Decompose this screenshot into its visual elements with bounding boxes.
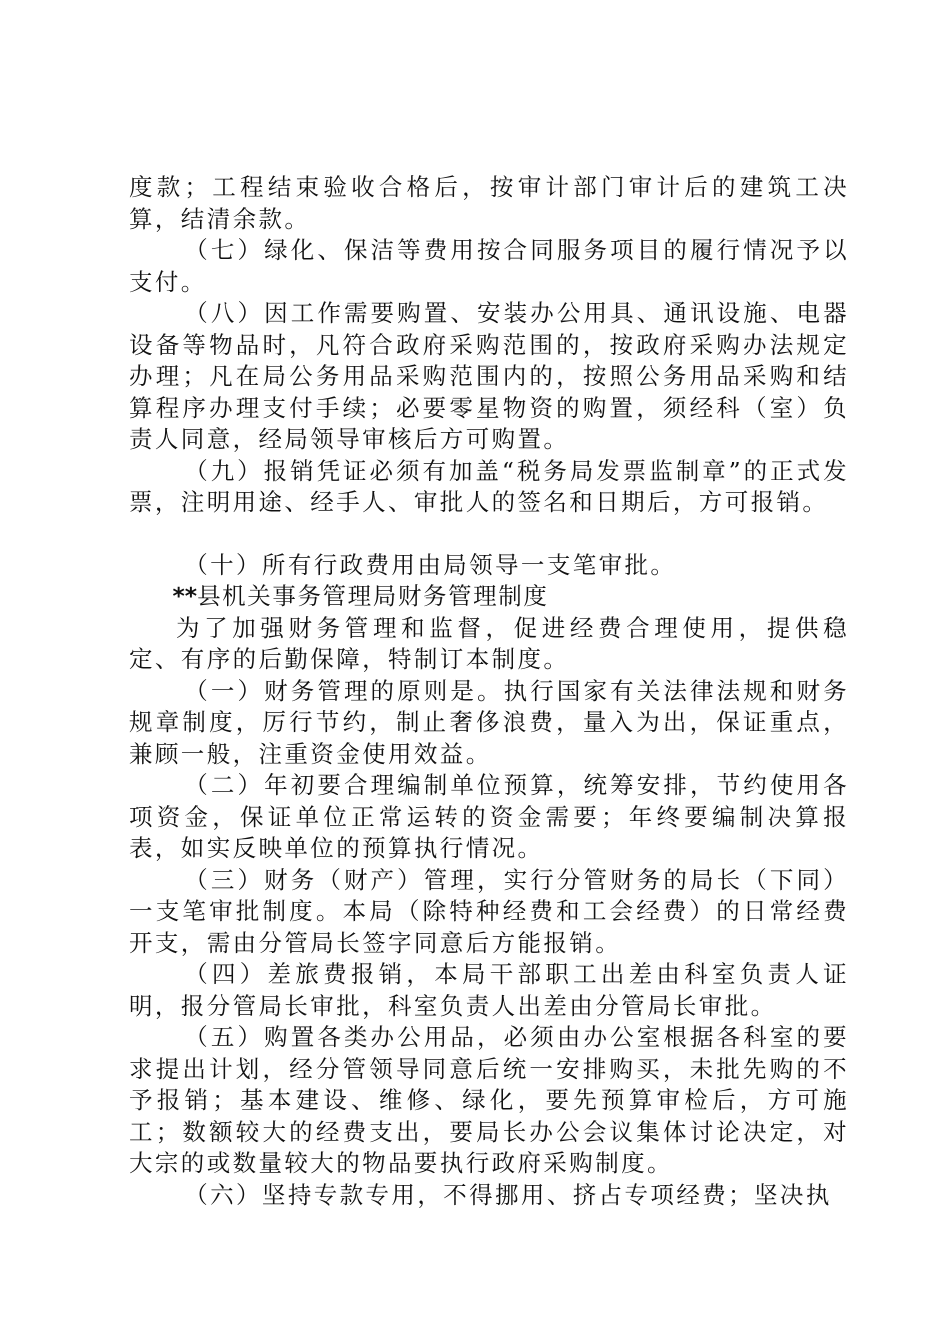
paragraph-item-5: （五）购置各类办公用品，必须由办公室根据各科室的要求提出计划，经分管领导同意后统一安排购买，未批先购的不予报销；基本建设、维修、绿化，要先预算审检后，方可施工；数额较大的经费支出，要局长办公会议集体讨论决定，对大宗的或数量较大的物品要执行政府采购制度。 bbox=[129, 1023, 849, 1177]
paragraph-item-2: （二）年初要合理编制单位预算，统筹安排，节约使用各项资金，保证单位正常运转的资金需要；年终要编制决算报表，如实反映单位的预算执行情况。 bbox=[129, 771, 849, 862]
paragraph-item-9: （九）报销凭证必须有加盖“税务局发票监制章”的正式发票，注明用途、经手人、审批人的签名和日期后，方可报销。 bbox=[129, 456, 849, 516]
paragraph-continued: 度款；工程结束验收合格后，按审计部门审计后的建筑工决算，结清余款。 bbox=[129, 173, 849, 233]
document-body bbox=[129, 172, 849, 1211]
section-title bbox=[129, 581, 849, 613]
paragraph-item-1: （一）财务管理的原则是。执行国家有关法律法规和财务规章制度，厉行节约，制止奢侈浪费，量入为出，保证重点，兼顾一般，注重资金使用效益。 bbox=[129, 676, 849, 768]
paragraph-item-8: （八）因工作需要购置、安装办公用具、通讯设施、电器设备等物品时，凡符合政府采购范围的，按政府采购办法规定办理；凡在局公务用品采购范围内的，按照公务用品采购和结算程序办理支付手续；必要零星物资的购置，须经科（室）负责人同意，经局领导审核后方可购置。 bbox=[129, 299, 849, 453]
paragraph-item-10: （十）所有行政费用由局领导一支笔审批。 bbox=[184, 550, 677, 579]
paragraph-item-7: （七）绿化、保洁等费用按合同服务项目的履行情况予以支付。 bbox=[129, 236, 849, 296]
paragraph-item-6: （六）坚持专款专用，不得挪用、挤占专项经费；坚决执 bbox=[184, 1180, 832, 1209]
paragraph-item-4: （四）差旅费报销，本局干部职工出差由科室负责人证明，报分管局长审批，科室负责人出差由分管局长审批。 bbox=[129, 960, 849, 1020]
title-text: 县机关事务管理局财务管理制度 bbox=[197, 582, 549, 610]
paragraph-item-3: （三）财务（财产）管理，实行分管财务的局长（下同）一支笔审批制度。本局（除特种经费和工会经费）的日常经费开支，需由分管局长签字同意后方能报销。 bbox=[129, 865, 849, 957]
title-stars: ** bbox=[172, 582, 198, 610]
intro-paragraph: 为了加强财务管理和监督，促进经费合理使用，提供稳定、有序的后勤保障，特制订本制度。 bbox=[129, 613, 849, 673]
